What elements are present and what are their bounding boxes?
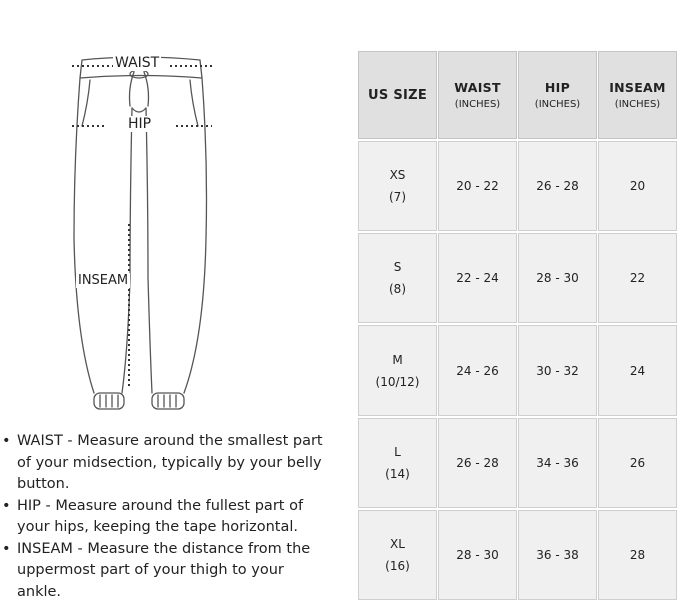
header-inseam: [598, 51, 677, 139]
size-number: (16): [385, 559, 410, 573]
size-number: (8): [389, 282, 406, 296]
size-code: S: [394, 260, 402, 274]
header-label: HIP: [545, 80, 570, 95]
instruction-hip: [2, 496, 332, 539]
pants-illustration: [60, 48, 220, 428]
cell-hip: 34 - 36: [518, 418, 597, 508]
cell-hip: 36 - 38: [518, 510, 597, 600]
header-unit: (INCHES): [455, 99, 500, 110]
cell-inseam: 20: [598, 141, 677, 231]
cell-waist: 20 - 22: [438, 141, 517, 231]
header-us-size: [358, 51, 437, 139]
cell-inseam: 24: [598, 325, 677, 416]
size-number: (10/12): [376, 375, 420, 389]
cell-hip: 28 - 30: [518, 233, 597, 323]
cell-hip: 30 - 32: [518, 325, 597, 416]
header-label: WAIST: [454, 80, 501, 95]
instruction-text: HIP - Measure around the fullest part of your hips, keeping the tape horizontal.: [17, 498, 303, 536]
table-row-size: [358, 510, 437, 600]
bullet-icon: •: [2, 431, 11, 453]
size-number: (14): [385, 467, 410, 481]
instruction-text: WAIST - Measure around the smallest part of your midsection, typically by your belly button.: [17, 433, 323, 492]
header-hip: [518, 51, 597, 139]
cell-inseam: 28: [598, 510, 677, 600]
cell-waist: 26 - 28: [438, 418, 517, 508]
table-row-size: [358, 233, 437, 323]
header-label: US SIZE: [368, 88, 427, 103]
size-code: M: [392, 353, 402, 367]
header-unit: (INCHES): [615, 99, 660, 110]
size-number: (7): [389, 190, 406, 204]
pants-drawing: [60, 48, 220, 428]
instruction-waist: [2, 431, 332, 496]
instruction-inseam: [2, 539, 332, 603]
header-unit: (INCHES): [535, 99, 580, 110]
bullet-icon: •: [2, 539, 11, 561]
cell-inseam: 26: [598, 418, 677, 508]
table-row-size: [358, 141, 437, 231]
cell-waist: 28 - 30: [438, 510, 517, 600]
waist-label: WAIST: [113, 55, 161, 71]
bullet-icon: •: [2, 496, 11, 518]
cell-hip: 26 - 28: [518, 141, 597, 231]
size-code: L: [394, 445, 401, 459]
size-code: XL: [390, 537, 405, 551]
size-code: XS: [390, 168, 406, 182]
table-row-size: [358, 418, 437, 508]
cell-inseam: 22: [598, 233, 677, 323]
cell-waist: 24 - 26: [438, 325, 517, 416]
cell-waist: 22 - 24: [438, 233, 517, 323]
header-label: INSEAM: [609, 80, 666, 95]
hip-label: HIP: [126, 116, 153, 132]
measurement-instructions: [2, 431, 332, 603]
inseam-label: INSEAM: [76, 273, 130, 288]
header-waist: [438, 51, 517, 139]
instruction-text: INSEAM - Measure the distance from the uppermost part of your thigh to your ankle.: [17, 541, 310, 600]
table-row-size: [358, 325, 437, 416]
